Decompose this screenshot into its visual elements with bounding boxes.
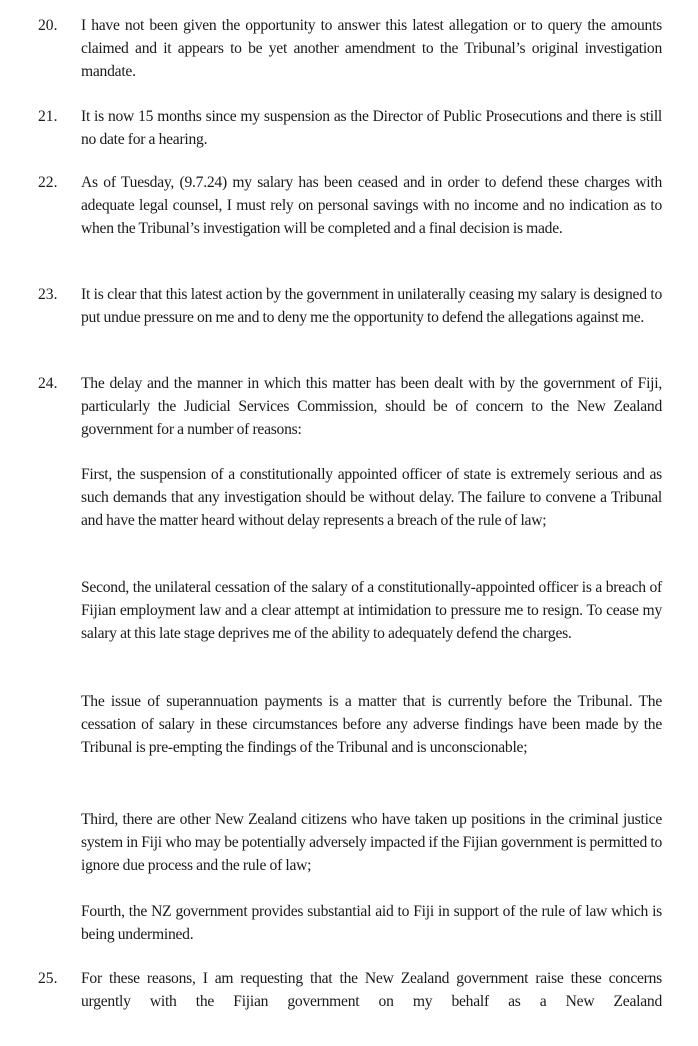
paragraph-number: 25. <box>38 970 58 987</box>
paragraph-number: 21. <box>38 108 58 125</box>
paragraph-number: 23. <box>38 286 58 303</box>
paragraph-21 <box>38 106 662 152</box>
subparagraph-second: Second, the unilateral cessation of the salary of a constitutionally-appointed officer is a breach of Fijian employment law and a clear attempt at intimidation to pressure me to resign. To cease my salary at this late stage deprives me of the ability to adequately defend the charges. <box>81 579 662 642</box>
paragraph-number: 22. <box>38 174 58 191</box>
paragraph-text: I have not been given the opportunity to answer this latest allegation or to query the amounts claimed and it appears to be yet another amendment to the Tribunal’s original investigation mandate. <box>81 17 662 80</box>
paragraph-text: As of Tuesday, (9.7.24) my salary has been ceased and in order to defend these charges with adequate legal counsel, I must rely on personal savings with no income and no indication as to when the Tribunal’s investigation will be completed and a final decision is made. <box>81 174 662 237</box>
subparagraph-first: First, the suspension of a constitutionally appointed officer of state is extremely serious and as such demands that any investigation should be without delay. The failure to convene a Tribunal and have the matter heard without delay represents a breach of the rule of law; <box>81 466 662 529</box>
paragraph-24 <box>38 373 662 441</box>
paragraph-number: 24. <box>38 375 58 392</box>
paragraph-23 <box>38 284 662 330</box>
subparagraph-superannuation: The issue of superannuation payments is a matter that is currently before the Tribunal. The cessation of salary in these circumstances before any adverse findings have been made by the Tribunal is pre-empting the findings of the Tribunal and is unconscionable; <box>81 693 662 756</box>
paragraph-25 <box>38 968 662 1014</box>
subparagraph-third: Third, there are other New Zealand citizens who have taken up positions in the criminal justice system in Fiji who may be potentially adversely impacted if the Fijian government is permitted to ignore due process and the rule of law; <box>81 811 662 874</box>
paragraph-text: The delay and the manner in which this matter has been dealt with by the government of Fiji, particularly the Judicial Services Commission, should be of concern to the New Zealand government for a number of reasons: <box>81 375 662 438</box>
paragraph-22 <box>38 172 662 240</box>
paragraph-text: For these reasons, I am requesting that the New Zealand government raise these concerns urgently with the Fijian government on my behalf as a New Zealand <box>81 970 662 1010</box>
paragraph-text: It is clear that this latest action by the government in unilaterally ceasing my salary is designed to put undue pressure on me and to deny me the opportunity to defend the allegations against me. <box>81 286 662 326</box>
paragraph-text: It is now 15 months since my suspension as the Director of Public Prosecutions and there is still no date for a hearing. <box>81 108 662 148</box>
paragraph-number: 20. <box>38 17 58 34</box>
subparagraph-fourth: Fourth, the NZ government provides substantial aid to Fiji in support of the rule of law which is being undermined. <box>81 903 662 943</box>
paragraph-20 <box>38 15 662 83</box>
